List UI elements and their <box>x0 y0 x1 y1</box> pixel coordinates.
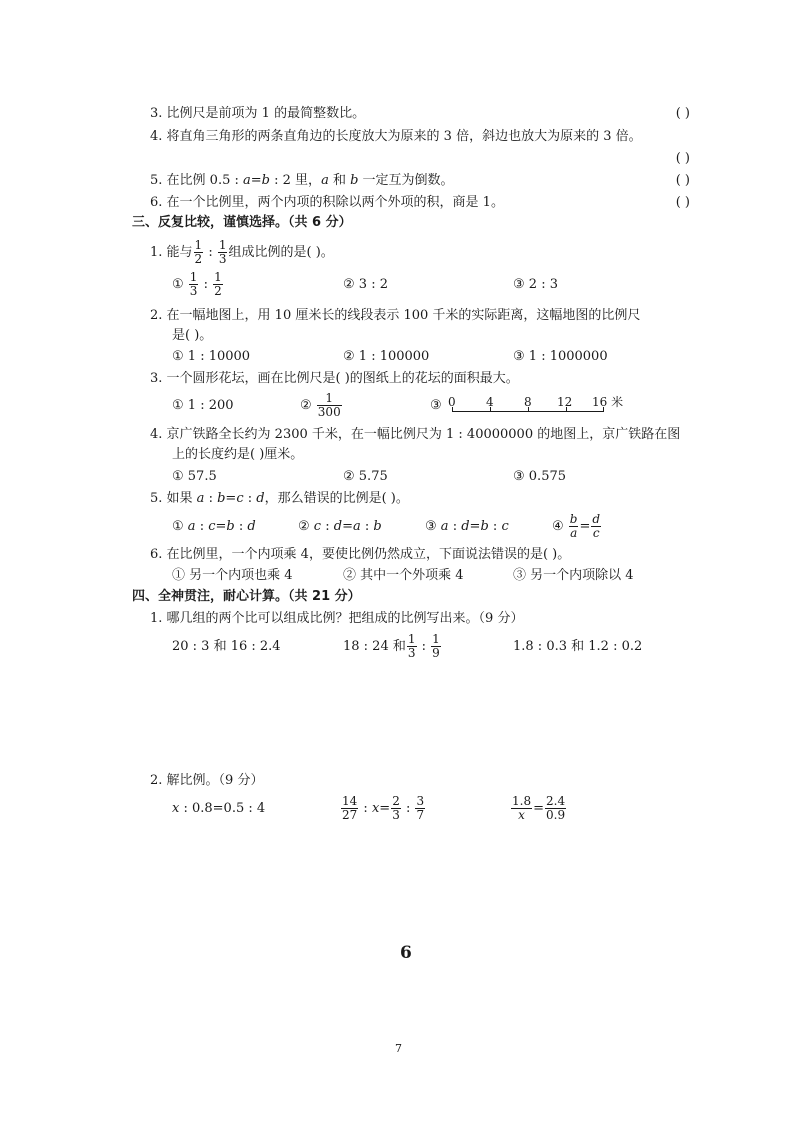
s3-q4-option-1[interactable]: ① 57.5 <box>172 469 217 484</box>
judge-q5: 5. 在比例 0.5 : a=b : 2 里，a 和 b 一定互为倒数。 <box>150 173 454 188</box>
s3-q3: 3. 一个圆形花坛，画在比例尺是( )的图纸上的花坛的面积最大。 <box>150 371 519 386</box>
scale-label: 4 <box>486 395 494 409</box>
judge-q3: 3. 比例尺是前项为 1 的最简整数比。 <box>150 106 366 121</box>
s3-q4-line2: 上的长度约是( )厘米。 <box>172 447 304 462</box>
judge-q4: 4. 将直角三角形的两条直角边的长度放大为原来的 3 倍，斜边也放大为原来的 3 倍。 <box>150 129 642 144</box>
answer-paren[interactable]: ( ) <box>675 195 690 210</box>
s4-q1-group-1: 20 : 3 和 16 : 2.4 <box>172 639 281 654</box>
s3-q2-option-2[interactable]: ② 1 : 100000 <box>343 349 430 364</box>
s3-q5-option-1[interactable]: ① a : c=b : d <box>172 519 256 534</box>
s3-q1-option-1[interactable]: ① $\frac{1}{3}$ : $\frac{1}{2}$ <box>172 270 222 298</box>
s3-q2-line1: 2. 在一幅地图上，用 10 厘米长的线段表示 100 千米的实际距离，这幅地图的比例尺 <box>150 308 641 323</box>
s4-q2: 2. 解比例。（9 分） <box>150 773 264 788</box>
s4-q2-eq-1: x : 0.8=0.5 : 4 <box>172 801 266 816</box>
s3-q1-option-3[interactable]: ③ 2 : 3 <box>513 277 558 292</box>
answer-paren[interactable]: ( ) <box>675 151 690 166</box>
s3-q3-option-2[interactable]: ② $\frac{1}{300}$ <box>300 391 341 419</box>
s4-q1-group-3: 1.8 : 0.3 和 1.2 : 0.2 <box>513 639 643 654</box>
s3-q6-option-1[interactable]: ① 另一个内项也乘 4 <box>172 568 293 583</box>
s3-q5: 5. 如果 a : b=c : d，那么错误的比例是( )。 <box>150 491 409 506</box>
page-number-large: 6 <box>400 943 412 963</box>
s3-q5-option-3[interactable]: ③ a : d=b : c <box>425 519 509 534</box>
s3-q4-option-3[interactable]: ③ 0.575 <box>513 469 567 484</box>
scale-label: 16 米 <box>592 395 624 409</box>
scale-label: 12 <box>557 395 573 409</box>
scale-label: 0 <box>448 395 456 409</box>
s3-q5-option-4[interactable]: ④ $\frac{b}{a}$ = $\frac{d}{c}$ <box>552 512 601 540</box>
page-number-small: 7 <box>395 1042 402 1055</box>
s4-q1: 1. 哪几组的两个比可以组成比例？把组成的比例写出来。（9 分） <box>150 611 524 626</box>
s3-q6: 6. 在比例里，一个内项乘 4，要使比例仍然成立，下面说法错误的是( )。 <box>150 547 571 562</box>
s3-q5-option-2[interactable]: ② c : d=a : b <box>298 519 382 534</box>
s3-q4-line1: 4. 京广铁路全长约为 2300 千米，在一幅比例尺为 1 : 40000000 的地图上，京广铁路在图 <box>150 427 681 442</box>
s3-q4-option-2[interactable]: ② 5.75 <box>343 469 388 484</box>
s3-q3-option-1[interactable]: ① 1 : 200 <box>172 398 234 413</box>
s3-q6-option-2[interactable]: ② 其中一个外项乘 4 <box>343 568 464 583</box>
s3-q2-option-3[interactable]: ③ 1 : 1000000 <box>513 349 608 364</box>
section-3-title: 三、反复比较，谨慎选择。（共 6 分） <box>132 215 352 230</box>
answer-paren[interactable]: ( ) <box>675 173 690 188</box>
fraction: $\frac{1}{2}$ <box>194 238 203 266</box>
judge-q6: 6. 在一个比例里，两个内项的积除以两个外项的积，商是 1。 <box>150 195 504 210</box>
s3-q3-option-3[interactable]: ③ <box>430 398 442 413</box>
s3-q1-option-2[interactable]: ② 3 : 2 <box>343 277 388 292</box>
s3-q1: 1. 能与 $\frac{1}{2}$ : $\frac{1}{3}$ 组成比例的是( )。 <box>150 238 334 266</box>
scale-bar <box>446 395 626 417</box>
s3-q6-option-3[interactable]: ③ 另一个内项除以 4 <box>513 568 634 583</box>
answer-paren[interactable]: ( ) <box>675 106 690 121</box>
fraction: $\frac{1}{3}$ <box>218 238 227 266</box>
scale-label: 8 <box>524 395 532 409</box>
section-4-title: 四、全神贯注，耐心计算。（共 21 分） <box>132 589 361 604</box>
s3-q2-line2: 是( )。 <box>172 328 213 343</box>
s4-q2-eq-2: $\frac{14}{27}$ : x= $\frac{2}{3}$ : $\frac{3}{7}$ <box>342 794 425 822</box>
s3-q2-option-1[interactable]: ① 1 : 10000 <box>172 349 251 364</box>
s4-q2-eq-3: $\frac{1.8}{x}$ = $\frac{2.4}{0.9}$ <box>512 794 566 822</box>
s4-q1-group-2: 18 : 24 和 $\frac{1}{3}$ : $\frac{1}{9}$ <box>343 632 440 660</box>
